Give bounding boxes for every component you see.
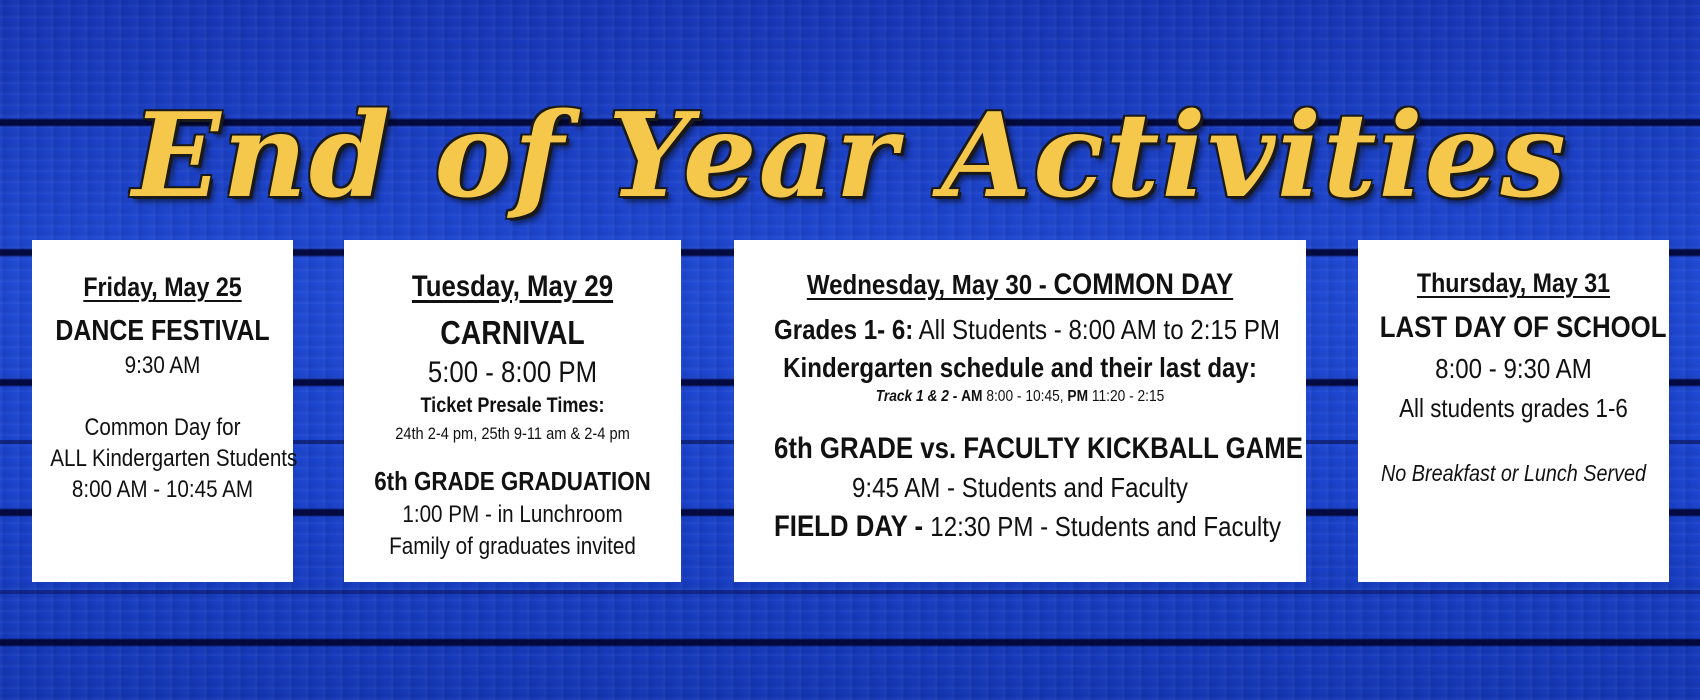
card-time: 9:30 AM	[124, 352, 201, 379]
presale-label: Ticket Presale Times:	[420, 394, 605, 417]
event-card-friday	[32, 240, 298, 582]
am-time: 8:00 - 10:45,	[982, 388, 1068, 405]
card-note-2: No Breakfast or Lunch Served	[1381, 460, 1646, 486]
event-card-thursday	[1358, 240, 1669, 582]
grades-text: All Students - 8:00 AM to 2:15 PM	[913, 314, 1280, 345]
presale-times: 24th 2-4 pm, 25th 9-11 am & 2-4 pm	[395, 424, 630, 443]
card-note: 8:00 AM - 10:45 AM	[71, 476, 254, 503]
card-note: All students grades 1-6	[1399, 393, 1628, 423]
card-date: Thursday, May 31	[1416, 268, 1611, 298]
card-note: Common Day for	[84, 414, 241, 441]
event-card-wednesday	[734, 240, 1306, 582]
card-event-2-note: Family of graduates invited	[389, 533, 636, 560]
card-date: Friday, May 25	[83, 272, 242, 302]
field-day-label: FIELD DAY -	[774, 510, 931, 543]
card-date: Tuesday, May 29	[411, 270, 614, 303]
field-day-time: 12:30 PM - Students and Faculty	[930, 511, 1281, 542]
card-note: ALL Kindergarten Students	[50, 445, 298, 472]
pm-label: PM	[1067, 388, 1089, 405]
card-date-text: Wednesday, May 30 -	[806, 269, 1054, 300]
card-event-2: 6th GRADE GRADUATION	[374, 466, 651, 496]
kinder-label: Kindergarten schedule and their last day:	[783, 352, 1257, 383]
card-date	[774, 268, 1266, 302]
card-event: LAST DAY OF SCHOOL	[1379, 311, 1667, 344]
am-label: AM	[961, 388, 983, 405]
kickball-title: 6th GRADE vs. FACULTY KICKBALL GAME	[774, 432, 1303, 465]
card-event-2-time: 1:00 PM - in Lunchroom	[402, 501, 623, 528]
track-line	[774, 388, 1266, 406]
event-card-tuesday	[344, 240, 681, 582]
pm-time: 11:20 - 2:15	[1088, 388, 1165, 405]
kickball-time: 9:45 AM - Students and Faculty	[852, 472, 1188, 503]
field-day-line	[774, 510, 1281, 544]
card-time: 8:00 - 9:30 AM	[1435, 353, 1592, 384]
page-title: End of Year Activities	[132, 88, 1568, 224]
card-date-suffix: COMMON DAY	[1053, 268, 1234, 301]
grades-line	[774, 314, 1280, 346]
card-event: CARNIVAL	[440, 314, 585, 351]
grades-label: Grades 1- 6:	[774, 314, 914, 345]
card-event: DANCE FESTIVAL	[55, 315, 270, 347]
track-label: Track 1 & 2 -	[875, 388, 962, 405]
card-time: 5:00 - 8:00 PM	[427, 356, 598, 389]
plank-seam	[0, 590, 1700, 594]
